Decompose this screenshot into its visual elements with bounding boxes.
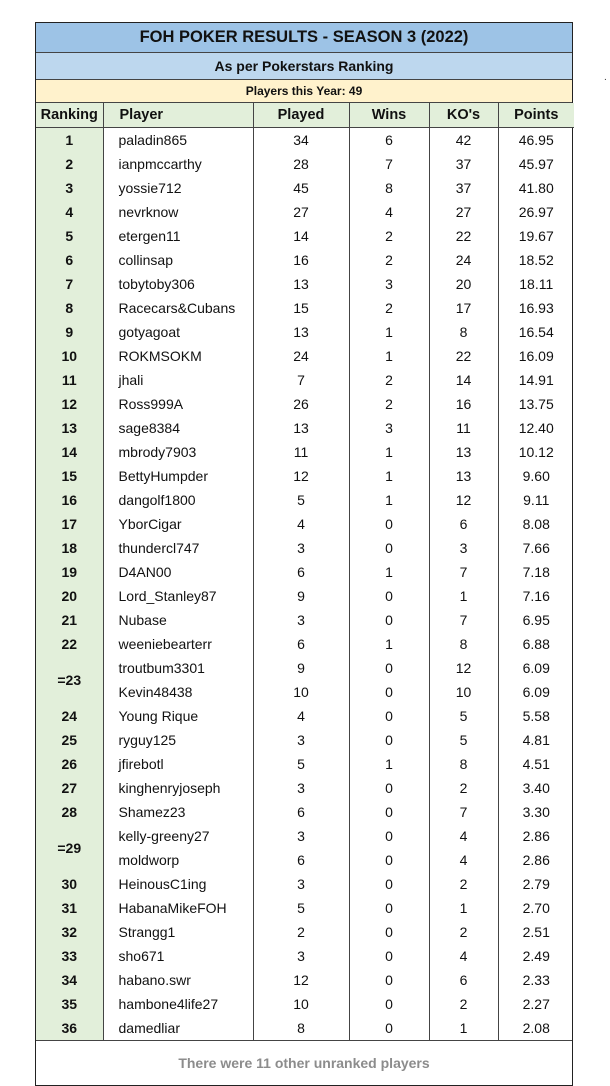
kos-cell: 8 — [429, 632, 498, 656]
player-cell: Shamez23 — [103, 800, 253, 824]
wins-cell: 0 — [349, 1016, 429, 1040]
player-cell: jhali — [103, 368, 253, 392]
played-cell: 5 — [253, 896, 349, 920]
table-row — [36, 944, 574, 968]
wins-cell: 0 — [349, 896, 429, 920]
points-cell: 3.40 — [522, 779, 550, 796]
table-row — [36, 848, 574, 872]
played-cell: 3 — [253, 536, 349, 560]
table-row — [36, 392, 574, 416]
player-cell: Lord_Stanley87 — [103, 584, 253, 608]
kos-cell: 2 — [429, 992, 498, 1016]
kos-cell: 7 — [429, 560, 498, 584]
wins-cell: 1 — [349, 464, 429, 488]
wins-cell: 1 — [349, 440, 429, 464]
wins-cell: 0 — [349, 992, 429, 1016]
played-cell: 13 — [253, 272, 349, 296]
player-cell: moldworp — [103, 848, 253, 872]
wins-cell: 8 — [349, 176, 429, 200]
wins-cell: 2 — [349, 368, 429, 392]
col-header-kos: KO's — [429, 103, 498, 128]
wins-cell: 1 — [349, 560, 429, 584]
wins-cell: 0 — [349, 680, 429, 704]
points-cell: 7.66 — [522, 539, 550, 556]
player-cell: etergen11 — [103, 224, 253, 248]
player-cell: gotyagoat — [103, 320, 253, 344]
player-cell: sho671 — [103, 944, 253, 968]
wins-cell: 1 — [349, 752, 429, 776]
played-cell: 3 — [253, 608, 349, 632]
rank-cell: 36 — [36, 1016, 103, 1040]
table-row — [36, 536, 574, 560]
points-cell: 18.11 — [498, 272, 574, 296]
wins-cell: 3 — [349, 416, 429, 440]
rank-cell: 9 — [36, 320, 103, 344]
col-header-played: Played — [253, 103, 349, 128]
played-cell: 9 — [253, 656, 349, 680]
wins-cell: 2 — [349, 296, 429, 320]
kos-cell: 17 — [429, 296, 498, 320]
player-cell: dangolf1800 — [103, 488, 253, 512]
kos-cell: 22 — [429, 344, 498, 368]
player-cell: D4AN00 — [103, 560, 253, 584]
points-cell: 2.86 — [522, 827, 550, 844]
table-body — [36, 128, 574, 1040]
wins-cell: 0 — [349, 656, 429, 680]
played-cell: 34 — [253, 128, 349, 152]
kos-cell: 4 — [429, 944, 498, 968]
played-cell: 27 — [253, 200, 349, 224]
played-cell: 3 — [253, 776, 349, 800]
points-cell: 7.16 — [522, 587, 550, 604]
points-cell: 12.40 — [498, 416, 574, 440]
rank-cell: 24 — [36, 704, 103, 728]
kos-cell: 12 — [429, 488, 498, 512]
points-cell: 2.51 — [522, 923, 550, 940]
rank-cell: 17 — [36, 512, 103, 536]
points-cell: 41.80 — [518, 179, 554, 196]
points-cell: 6.09 — [522, 683, 550, 700]
points-cell: 16.09 — [518, 347, 554, 364]
wins-cell: 0 — [349, 848, 429, 872]
points-cell: 46.95 — [518, 131, 554, 148]
table-row — [36, 176, 574, 200]
kos-cell: 37 — [429, 176, 498, 200]
table-row — [36, 680, 574, 704]
points-cell: 2.79 — [522, 875, 550, 892]
table-row — [36, 440, 574, 464]
player-cell: sage8384 — [103, 416, 253, 440]
player-cell: tobytoby306 — [103, 272, 253, 296]
rank-cell: 26 — [36, 752, 103, 776]
player-cell: Ross999A — [103, 392, 253, 416]
wins-cell: 0 — [349, 824, 429, 848]
table-row — [36, 416, 574, 440]
kos-cell: 12 — [429, 656, 498, 680]
rank-cell: 31 — [36, 896, 103, 920]
kos-cell: 13 — [429, 440, 498, 464]
points-cell: 9.60 — [522, 467, 550, 484]
results-table — [36, 103, 574, 1040]
played-cell: 13 — [253, 320, 349, 344]
kos-cell: 20 — [429, 272, 498, 296]
rank-cell: =23 — [36, 656, 103, 704]
points-cell: 2.08 — [522, 1019, 550, 1036]
wins-cell: 0 — [349, 608, 429, 632]
table-row — [36, 224, 574, 248]
table-row — [36, 584, 574, 608]
table-row — [36, 776, 574, 800]
col-header-points: Points — [498, 103, 574, 128]
player-cell: Kevin48438 — [103, 680, 253, 704]
played-cell: 16 — [253, 248, 349, 272]
rank-cell: 33 — [36, 944, 103, 968]
wins-cell: 0 — [349, 944, 429, 968]
played-cell: 8 — [253, 1016, 349, 1040]
wins-cell: 2 — [349, 392, 429, 416]
table-row — [36, 1016, 574, 1040]
played-cell: 45 — [253, 176, 349, 200]
player-cell: HeinousC1ing — [103, 872, 253, 896]
points-cell: 5.58 — [522, 707, 550, 724]
played-cell: 6 — [253, 848, 349, 872]
table-row — [36, 272, 574, 296]
kos-cell: 10 — [429, 680, 498, 704]
wins-cell: 1 — [349, 344, 429, 368]
rank-cell: 35 — [36, 992, 103, 1016]
sheet-subtitle: As per Pokerstars Ranking — [36, 53, 572, 80]
played-cell: 12 — [253, 464, 349, 488]
table-row — [36, 632, 574, 656]
rank-cell: 21 — [36, 608, 103, 632]
wins-cell: 0 — [349, 872, 429, 896]
played-cell: 14 — [253, 224, 349, 248]
points-cell: 2.33 — [522, 971, 550, 988]
wins-cell: 0 — [349, 776, 429, 800]
wins-cell: 0 — [349, 800, 429, 824]
kos-cell: 42 — [429, 128, 498, 152]
kos-cell: 1 — [429, 584, 498, 608]
kos-cell: 2 — [429, 872, 498, 896]
wins-cell: 1 — [349, 632, 429, 656]
player-cell: habano.swr — [103, 968, 253, 992]
kos-cell: 22 — [429, 224, 498, 248]
player-cell: kelly-greeny27 — [103, 824, 253, 848]
table-row — [36, 896, 574, 920]
table-row — [36, 128, 574, 152]
played-cell: 13 — [253, 416, 349, 440]
kos-cell: 5 — [429, 728, 498, 752]
table-row — [36, 752, 574, 776]
kos-cell: 7 — [429, 800, 498, 824]
results-sheet — [35, 22, 573, 1086]
wins-cell: 0 — [349, 512, 429, 536]
player-cell: weeniebearterr — [103, 632, 253, 656]
rank-cell: 8 — [36, 296, 103, 320]
player-cell: jfirebotl — [103, 752, 253, 776]
rank-cell: 7 — [36, 272, 103, 296]
kos-cell: 1 — [429, 896, 498, 920]
player-cell: HabanaMikeFOH — [103, 896, 253, 920]
rank-cell: 16 — [36, 488, 103, 512]
player-cell: ryguy125 — [103, 728, 253, 752]
player-cell: YborCigar — [103, 512, 253, 536]
kos-cell: 8 — [429, 752, 498, 776]
kos-cell: 3 — [429, 536, 498, 560]
rank-cell: =29 — [36, 824, 103, 872]
table-row — [36, 368, 574, 392]
played-cell: 10 — [253, 992, 349, 1016]
played-cell: 7 — [253, 368, 349, 392]
table-row — [36, 872, 574, 896]
player-cell: thundercl747 — [103, 536, 253, 560]
played-cell: 5 — [253, 488, 349, 512]
unranked-note: There were 11 other unranked players — [36, 1040, 572, 1085]
played-cell: 15 — [253, 296, 349, 320]
table-row — [36, 464, 574, 488]
table-row — [36, 200, 574, 224]
kos-cell: 2 — [429, 920, 498, 944]
points-cell: 2.27 — [522, 995, 550, 1012]
points-cell: 16.54 — [518, 323, 554, 340]
points-cell: 2.86 — [522, 851, 550, 868]
rank-cell: 25 — [36, 728, 103, 752]
kos-cell: 7 — [429, 608, 498, 632]
rank-cell: 14 — [36, 440, 103, 464]
table-row — [36, 656, 574, 680]
played-cell: 4 — [253, 512, 349, 536]
played-cell: 28 — [253, 152, 349, 176]
points-cell: 19.67 — [518, 227, 554, 244]
played-cell: 24 — [253, 344, 349, 368]
player-cell: Young Rique — [103, 704, 253, 728]
wins-cell: 6 — [349, 128, 429, 152]
rank-cell: 13 — [36, 416, 103, 440]
table-row — [36, 704, 574, 728]
col-header-ranking: Ranking — [36, 103, 103, 128]
played-cell: 5 — [253, 752, 349, 776]
table-row — [36, 608, 574, 632]
points-cell: 45.97 — [518, 155, 554, 172]
kos-cell: 24 — [429, 248, 498, 272]
points-cell: 16.93 — [518, 299, 554, 316]
rank-cell: 4 — [36, 200, 103, 224]
table-row — [36, 512, 574, 536]
rank-cell: 18 — [36, 536, 103, 560]
points-cell: 2.49 — [522, 947, 550, 964]
played-cell: 2 — [253, 920, 349, 944]
rank-cell: 1 — [36, 128, 103, 152]
kos-cell: 16 — [429, 392, 498, 416]
player-cell: nevrknow — [103, 200, 253, 224]
table-row — [36, 248, 574, 272]
points-cell: 13.75 — [518, 395, 554, 412]
played-cell: 3 — [253, 872, 349, 896]
table-row — [36, 152, 574, 176]
player-cell: Nubase — [103, 608, 253, 632]
rank-cell: 34 — [36, 968, 103, 992]
kos-cell: 27 — [429, 200, 498, 224]
rank-cell: 28 — [36, 800, 103, 824]
points-cell: 6.88 — [522, 635, 550, 652]
player-cell: Strangg1 — [103, 920, 253, 944]
wins-cell: 1 — [349, 320, 429, 344]
rank-cell: 2 — [36, 152, 103, 176]
wins-cell: 3 — [349, 272, 429, 296]
wins-cell: 0 — [349, 728, 429, 752]
points-cell: 7.18 — [498, 560, 574, 584]
player-cell: yossie712 — [103, 176, 253, 200]
table-row — [36, 296, 574, 320]
played-cell: 3 — [253, 728, 349, 752]
table-row — [36, 968, 574, 992]
rank-cell: 12 — [36, 392, 103, 416]
kos-cell: 6 — [429, 512, 498, 536]
sheet-title: FOH POKER RESULTS - SEASON 3 (2022) — [36, 23, 572, 53]
player-cell: collinsap — [103, 248, 253, 272]
kos-cell: 13 — [429, 464, 498, 488]
table-row — [36, 992, 574, 1016]
table-row — [36, 560, 574, 584]
wins-cell: 1 — [349, 488, 429, 512]
rank-cell: 32 — [36, 920, 103, 944]
players-count: Players this Year: 49 — [36, 80, 572, 103]
player-cell: ianpmccarthy — [103, 152, 253, 176]
played-cell: 26 — [253, 392, 349, 416]
table-row — [36, 488, 574, 512]
points-cell: 6.95 — [522, 611, 550, 628]
wins-cell: 2 — [349, 248, 429, 272]
points-cell: 3.30 — [522, 803, 550, 820]
player-cell: ROKMSOKM — [103, 344, 253, 368]
player-cell: hambone4life27 — [103, 992, 253, 1016]
rank-cell: 3 — [36, 176, 103, 200]
points-cell: 4.81 — [498, 728, 574, 752]
wins-cell: 2 — [349, 224, 429, 248]
header-row — [36, 103, 574, 128]
kos-cell: 37 — [429, 152, 498, 176]
rank-cell: 27 — [36, 776, 103, 800]
kos-cell: 1 — [429, 1016, 498, 1040]
rank-cell: 6 — [36, 248, 103, 272]
played-cell: 9 — [253, 584, 349, 608]
rank-cell: 30 — [36, 872, 103, 896]
played-cell: 6 — [253, 800, 349, 824]
wins-cell: 0 — [349, 968, 429, 992]
table-row — [36, 320, 574, 344]
wins-cell: 0 — [349, 704, 429, 728]
kos-cell: 14 — [429, 368, 498, 392]
kos-cell: 6 — [429, 968, 498, 992]
col-header-player: Player — [103, 103, 253, 128]
rank-cell: 19 — [36, 560, 103, 584]
played-cell: 3 — [253, 824, 349, 848]
points-cell: 4.51 — [522, 755, 550, 772]
kos-cell: 2 — [429, 776, 498, 800]
points-cell: 18.52 — [518, 251, 554, 268]
kos-cell: 11 — [429, 416, 498, 440]
kos-cell: 8 — [429, 320, 498, 344]
table-row — [36, 728, 574, 752]
points-cell: 10.12 — [518, 443, 554, 460]
points-cell: 8.08 — [522, 515, 550, 532]
wins-cell: 0 — [349, 536, 429, 560]
table-row — [36, 824, 574, 848]
rank-cell: 22 — [36, 632, 103, 656]
player-cell: troutbum3301 — [103, 656, 253, 680]
player-cell: BettyHumpder — [103, 464, 253, 488]
player-cell: paladin865 — [103, 128, 253, 152]
points-cell: 6.09 — [522, 659, 550, 676]
wins-cell: 7 — [349, 152, 429, 176]
table-row — [36, 920, 574, 944]
played-cell: 3 — [253, 944, 349, 968]
points-cell: 9.11 — [523, 491, 550, 508]
wins-cell: 0 — [349, 584, 429, 608]
points-cell: 14.91 — [518, 371, 554, 388]
col-header-wins: Wins — [349, 103, 429, 128]
player-cell: kinghenryjoseph — [103, 776, 253, 800]
stray-mark: . — [604, 72, 607, 83]
player-cell: damedliar — [103, 1016, 253, 1040]
points-cell: 2.70 — [498, 896, 574, 920]
rank-cell: 11 — [36, 368, 103, 392]
wins-cell: 0 — [349, 920, 429, 944]
played-cell: 6 — [253, 632, 349, 656]
table-row — [36, 344, 574, 368]
points-cell: 26.97 — [518, 203, 554, 220]
kos-cell: 5 — [429, 704, 498, 728]
table-row — [36, 800, 574, 824]
wins-cell: 4 — [349, 200, 429, 224]
rank-cell: 5 — [36, 224, 103, 248]
rank-cell: 10 — [36, 344, 103, 368]
played-cell: 10 — [253, 680, 349, 704]
rank-cell: 15 — [36, 464, 103, 488]
played-cell: 11 — [253, 440, 349, 464]
played-cell: 12 — [253, 968, 349, 992]
player-cell: Racecars&Cubans — [103, 296, 253, 320]
player-cell: mbrody7903 — [103, 440, 253, 464]
played-cell: 6 — [253, 560, 349, 584]
rank-cell: 20 — [36, 584, 103, 608]
kos-cell: 4 — [429, 824, 498, 848]
kos-cell: 4 — [429, 848, 498, 872]
played-cell: 4 — [253, 704, 349, 728]
